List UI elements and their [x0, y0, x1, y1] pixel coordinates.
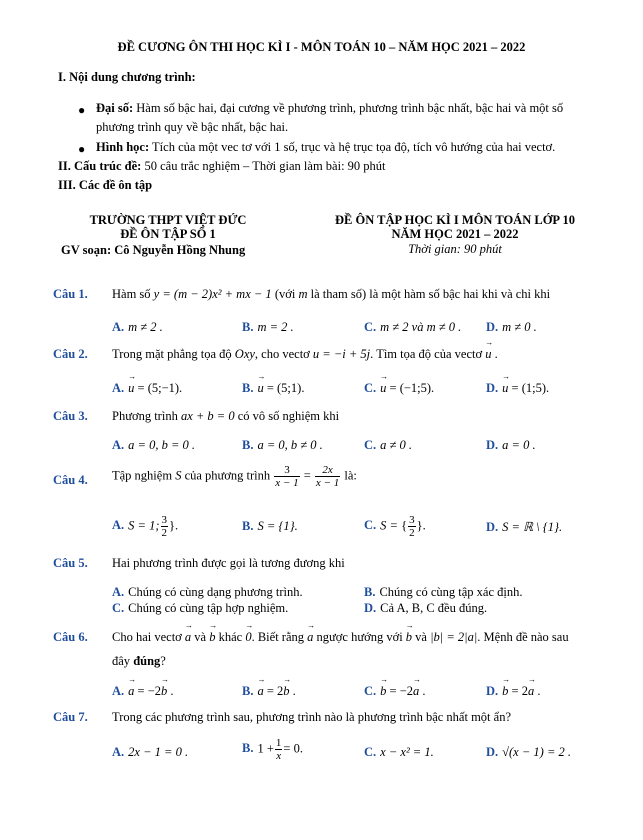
question-6-option-a[interactable]: A.→ a = −2→ b . [112, 684, 174, 699]
question-1-option-a[interactable]: A. m ≠ 2 . [112, 320, 163, 334]
geometry-item: Hình học: Tích của một vec tơ với 1 số, trục và hệ trục tọa độ, tích vô hướng của hai vectơ. [96, 140, 556, 154]
question-7-label: Câu 7. [53, 710, 88, 724]
question-7-option-d[interactable]: D. √(x − 1) = 2 . [486, 745, 572, 759]
section-3-heading: III. Các đề ôn tập [58, 178, 153, 192]
school-year: NĂM HỌC 2021 – 2022 [391, 227, 519, 241]
question-1-option-b[interactable]: B. m = 2 . [242, 320, 294, 334]
exam-title: ĐỀ ÔN TẬP HỌC KÌ I MÔN TOÁN LỚP 10 [335, 213, 575, 227]
question-3-option-b[interactable]: B. a = 0, b ≠ 0 . [242, 438, 323, 452]
question-6-text: Cho hai vectơ → a và → b khác → 0. Biết rằng → a ngược hướng với → b và |b| = 2|a|. Mệnh đề nào sau [112, 630, 569, 645]
exam-set: ĐỀ ÔN TẬP SỐ 1 [120, 227, 216, 241]
question-3-label: Câu 3. [53, 409, 88, 423]
algebra-item-line2: phương trình quy về bậc nhất, bậc hai. [96, 120, 289, 134]
question-3-option-d[interactable]: D. a = 0 . [486, 438, 536, 452]
question-7-option-b[interactable]: B. 1 + $\frac{1}{x}$ = 0. [242, 737, 303, 762]
question-4-label: Câu 4. [53, 473, 88, 487]
question-6-option-c[interactable]: C.→ b = −2→ a . [364, 684, 426, 699]
question-5-label: Câu 5. [53, 556, 88, 570]
question-4-option-b[interactable]: B. S = {1}. [242, 519, 298, 533]
question-5-option-a[interactable]: A. Chúng có cùng dạng phương trình. [112, 585, 303, 599]
question-4-option-d[interactable]: D. S = ℝ \ {1}. [486, 520, 563, 534]
question-1-option-c[interactable]: C. m ≠ 2 và m ≠ 0 . [364, 320, 462, 334]
question-2-label: Câu 2. [53, 347, 88, 361]
section-1-heading: I. Nội dung chương trình: [58, 70, 196, 84]
question-2-text: Trong mặt phẳng tọa độ Oxy, cho vectơ u = −i + 5j. Tìm tọa độ của vectơ → u . [112, 347, 498, 362]
exam-time: Thời gian: 90 phút [408, 242, 502, 256]
question-3-text: Phương trình ax + b = 0 có vô số nghiệm khi [112, 409, 340, 423]
question-2-option-b[interactable]: B.→ u = (5;1). [242, 381, 304, 396]
question-5-option-c[interactable]: C. Chúng có cùng tập hợp nghiệm. [112, 601, 289, 615]
question-2-option-c[interactable]: C.→ u = (−1;5). [364, 381, 434, 396]
question-7-option-a[interactable]: A. 2x − 1 = 0 . [112, 745, 189, 759]
question-7-option-c[interactable]: C. x − x² = 1. [364, 745, 434, 759]
question-2-option-d[interactable]: D.→ u = (1;5). [486, 381, 549, 396]
question-1-option-d[interactable]: D. m ≠ 0 . [486, 320, 537, 334]
question-4-option-a[interactable]: A. S = 1; $\frac{3}{2}$ }. [112, 514, 179, 539]
question-6-text-line2: đây đúng? [112, 654, 166, 668]
question-1-text: Hàm số y = (m − 2)x² + mx − 1 (với m là tham số) là một hàm số bậc hai khi và chỉ khi [112, 287, 551, 301]
document-title: ĐỀ CƯƠNG ÔN THI HỌC KÌ I - MÔN TOÁN 10 – NĂM HỌC 2021 – 2022 [117, 40, 526, 54]
question-5-text: Hai phương trình được gọi là tương đương khi [112, 556, 345, 570]
question-5-option-b[interactable]: B. Chúng có cùng tập xác định. [364, 585, 523, 599]
question-7-text: Trong các phương trình sau, phương trình nào là phương trình bậc nhất một ẩn? [112, 710, 511, 724]
question-3-option-c[interactable]: C. a ≠ 0 . [364, 438, 413, 452]
bullet-icon: ● [78, 142, 86, 156]
question-6-label: Câu 6. [53, 630, 88, 644]
bullet-icon: ● [78, 103, 86, 117]
school-name: TRƯỜNG THPT VIỆT ĐỨC [89, 213, 247, 227]
question-5-option-d[interactable]: D. Cả A, B, C đều đúng. [364, 601, 488, 615]
question-1-label: Câu 1. [53, 287, 88, 301]
question-4-text: Tập nghiệm S của phương trình $\frac{3}{x - 1}$ = $\frac{2x}{x - 1}$ là: [112, 464, 357, 489]
question-4-option-c[interactable]: C. S = { $\frac{3}{2}$ }. [364, 514, 426, 539]
teacher: GV soạn: Cô Nguyễn Hồng Nhung [61, 243, 246, 257]
question-6-option-d[interactable]: D.→ b = 2→ a . [486, 684, 540, 699]
section-2: II. Cấu trúc đề: 50 câu trắc nghiệm – Thời gian làm bài: 90 phút [58, 159, 386, 173]
question-2-option-a[interactable]: A.→ u = (5;−1). [112, 381, 182, 396]
question-6-option-b[interactable]: B.→ a = 2→ b . [242, 684, 296, 699]
question-3-option-a[interactable]: A. a = 0, b = 0 . [112, 438, 196, 452]
algebra-item: Đại số: Hàm số bậc hai, đại cương về phương trình, phương trình bậc nhất, bậc hai và một số [96, 101, 564, 115]
